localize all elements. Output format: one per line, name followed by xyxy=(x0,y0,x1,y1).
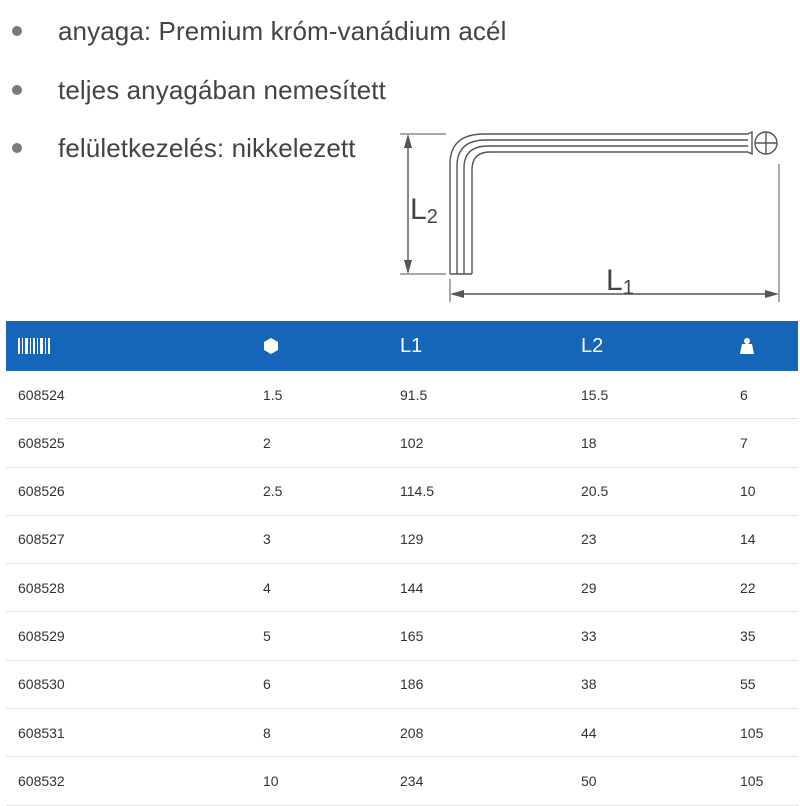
weight-cell: 7 xyxy=(740,434,748,451)
table-row xyxy=(6,371,798,419)
weight-cell: 55 xyxy=(740,676,756,693)
hex-key-diagram xyxy=(396,124,796,308)
l2-cell: 20.5 xyxy=(581,483,609,500)
feature-text: teljes anyagában nemesített xyxy=(58,74,386,105)
article-number-cell: 608529 xyxy=(18,627,65,644)
weight-cell: 6 xyxy=(740,386,748,403)
article-number-cell: 608524 xyxy=(18,386,65,403)
l2-cell: 23 xyxy=(581,531,597,548)
feature-text: anyaga: Premium króm-vanádium acél xyxy=(58,15,507,46)
l2-cell: 50 xyxy=(581,772,597,789)
l2-cell: 44 xyxy=(581,724,597,741)
feature-item xyxy=(8,128,356,168)
l2-cell: 15.5 xyxy=(581,386,609,403)
l2-cell: 18 xyxy=(581,434,597,451)
l1-cell: 114.5 xyxy=(400,483,434,500)
l2-cell: 29 xyxy=(581,579,597,596)
article-number-cell: 608530 xyxy=(18,676,65,693)
weight-cell: 35 xyxy=(740,627,756,644)
l1-cell: 165 xyxy=(400,627,424,644)
weight-cell: 105 xyxy=(740,724,764,741)
l2-cell: 33 xyxy=(581,627,597,644)
feature-text: felületkezelés: nikkelezett xyxy=(58,132,356,163)
article-number-cell: 608531 xyxy=(18,724,65,741)
weight-cell: 22 xyxy=(740,579,756,596)
l1-cell: 102 xyxy=(400,434,424,451)
article-number-cell: 608528 xyxy=(18,579,65,596)
l1-cell: 129 xyxy=(400,531,424,548)
l1-cell: 186 xyxy=(400,676,424,693)
weight-cell: 105 xyxy=(740,772,764,789)
size-cell: 4 xyxy=(263,579,271,596)
size-cell: 2 xyxy=(263,434,271,451)
table-header xyxy=(6,321,798,371)
feature-item xyxy=(8,70,386,110)
table-row xyxy=(6,612,798,660)
l1-label: L1 xyxy=(606,264,634,299)
weight-cell: 10 xyxy=(740,483,756,500)
l1-cell: 208 xyxy=(400,724,424,741)
hex-key-drawing xyxy=(396,124,796,308)
l1-cell: 144 xyxy=(400,579,424,596)
bullet-icon xyxy=(12,85,22,95)
size-cell: 10 xyxy=(263,772,279,789)
article-number-cell: 608526 xyxy=(18,483,65,500)
article-number-cell: 608525 xyxy=(18,434,65,451)
l2-label: L2 xyxy=(410,193,438,228)
l2-cell: 38 xyxy=(581,676,597,693)
size-cell: 1.5 xyxy=(263,386,283,403)
hexagon-icon xyxy=(263,321,279,371)
size-cell: 2.5 xyxy=(263,483,283,500)
bullet-icon xyxy=(12,143,22,153)
weight-icon xyxy=(740,321,754,371)
size-cell: 8 xyxy=(263,724,271,741)
spec-table xyxy=(6,321,798,806)
bullet-icon xyxy=(12,26,22,36)
table-row xyxy=(6,516,798,564)
table-body xyxy=(6,371,798,806)
header-l2: L2 xyxy=(581,334,604,357)
table-row xyxy=(6,709,798,757)
feature-item xyxy=(8,11,506,51)
l1-cell: 234 xyxy=(400,772,424,789)
barcode-icon xyxy=(18,321,50,371)
article-number-cell: 608532 xyxy=(18,772,65,789)
weight-cell: 14 xyxy=(740,531,756,548)
table-row xyxy=(6,757,798,805)
table-row xyxy=(6,419,798,467)
table-row xyxy=(6,661,798,709)
size-cell: 5 xyxy=(263,627,271,644)
size-cell: 3 xyxy=(263,531,271,548)
article-number-cell: 608527 xyxy=(18,531,65,548)
l1-cell: 91.5 xyxy=(400,386,428,403)
table-row xyxy=(6,468,798,516)
table-row xyxy=(6,564,798,612)
header-l1: L1 xyxy=(400,334,423,357)
size-cell: 6 xyxy=(263,676,271,693)
